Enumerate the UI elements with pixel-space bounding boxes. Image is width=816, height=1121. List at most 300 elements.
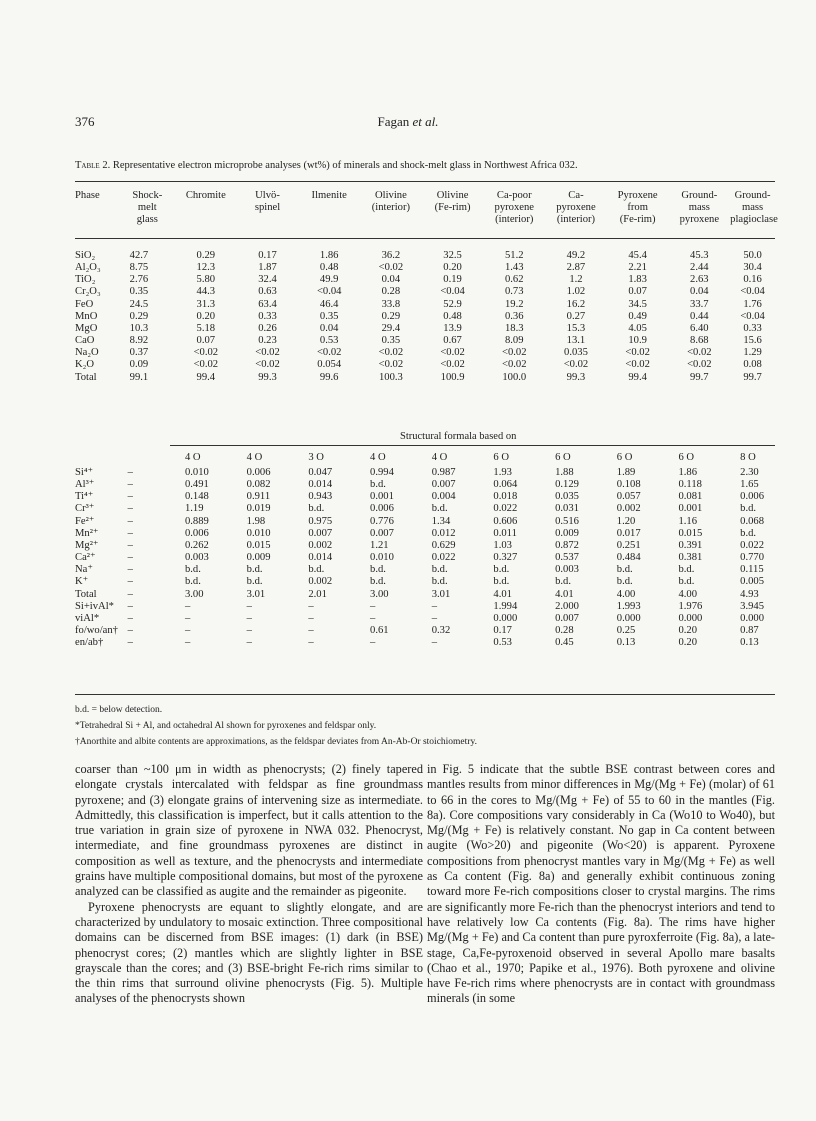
table-row xyxy=(75,637,775,649)
column-header xyxy=(360,190,422,226)
table-cell: – xyxy=(127,576,133,588)
column-header xyxy=(120,190,175,226)
table-cell: 13.9 xyxy=(443,322,462,334)
table-cell: 4.93 xyxy=(740,588,759,600)
table-cell: 1.03 xyxy=(493,539,512,551)
row-label: K⁺ xyxy=(75,576,89,588)
table-cell: 0.001 xyxy=(370,491,394,503)
row-label: en/ab† xyxy=(75,637,104,649)
column-header xyxy=(237,190,299,226)
table-cell: 0.13 xyxy=(740,637,759,649)
table-cell: 0.04 xyxy=(690,286,709,298)
column-header-line: (interior) xyxy=(556,214,596,225)
table-cell: – xyxy=(184,612,191,624)
row-label: Total xyxy=(75,588,97,600)
table-row xyxy=(75,503,775,515)
table-cell: 0.491 xyxy=(184,479,209,491)
table-cell: 49.2 xyxy=(566,250,586,261)
row-label: SiO₂ xyxy=(75,250,96,261)
table-cell: 0.004 xyxy=(431,491,456,503)
table-cell: <0.02 xyxy=(378,347,404,359)
table-cell: 0.015 xyxy=(678,527,703,539)
basis-cell: 4 O xyxy=(184,452,201,463)
row-label: Total xyxy=(75,371,97,383)
table-cell: 0.32 xyxy=(431,625,451,637)
table-cell: 3.00 xyxy=(184,588,204,600)
table-cell: 0.987 xyxy=(431,467,456,478)
table-cell: 0.118 xyxy=(678,479,702,491)
table-cell: 0.262 xyxy=(184,539,209,551)
table-cell: 29.4 xyxy=(381,322,401,334)
table-cell: 1.89 xyxy=(616,467,636,478)
table-cell: 0.010 xyxy=(246,527,271,539)
table-cell: 16.2 xyxy=(566,298,586,310)
column-header-line: Ulvö- xyxy=(255,190,280,201)
column-header-line: Pyroxene xyxy=(617,190,658,201)
column-header-line: plagioclase xyxy=(730,214,778,225)
table-column-headers xyxy=(75,190,778,226)
table-cell: 0.009 xyxy=(246,552,271,564)
table-cell: 0.022 xyxy=(431,552,456,564)
row-label: Na₂O xyxy=(75,347,99,359)
column-header-line: Ca-poor xyxy=(496,190,532,201)
table-cell: 0.064 xyxy=(493,479,518,491)
table-cell: 99.3 xyxy=(566,371,586,383)
column-header-line: Phase xyxy=(75,190,100,201)
table-cell: 0.391 xyxy=(678,539,703,551)
table-cell: – xyxy=(127,491,133,503)
column-header-line: Olivine xyxy=(375,190,407,201)
table-cell: 6.40 xyxy=(690,322,709,334)
table-cell: 0.000 xyxy=(678,612,703,624)
table-cell: – xyxy=(370,637,376,649)
table-cell: <0.02 xyxy=(502,359,527,371)
row-label: fo/wo/an† xyxy=(75,625,118,637)
table-cell: 0.29 xyxy=(129,310,149,322)
table-cell: 0.537 xyxy=(555,552,579,564)
table-cell: 0.07 xyxy=(196,335,216,347)
table-cell: 0.006 xyxy=(740,491,765,503)
running-head-author: Fagan xyxy=(377,114,413,129)
table-cell: 0.943 xyxy=(308,491,333,503)
table-cell: 0.44 xyxy=(690,310,709,322)
table-cell: 0.911 xyxy=(246,491,271,503)
table-cell: 0.975 xyxy=(308,515,333,527)
table-row xyxy=(75,274,775,286)
table-row xyxy=(75,479,775,491)
running-head-et-al: et al. xyxy=(412,114,439,129)
table-cell: b.d. xyxy=(246,564,263,576)
table-cell: <0.02 xyxy=(255,359,280,371)
table-cell: 0.13 xyxy=(616,637,636,649)
formula-table xyxy=(75,467,775,649)
table-cell: 4.01 xyxy=(493,588,512,600)
table-row xyxy=(75,311,775,323)
row-label: FeO xyxy=(75,298,94,310)
table-cell: 0.010 xyxy=(370,552,394,564)
table-cell: 0.37 xyxy=(129,347,149,359)
table-cell: 0.53 xyxy=(493,637,512,649)
table-row xyxy=(75,491,775,503)
table-cell: 0.48 xyxy=(319,262,339,274)
table-cell: 0.33 xyxy=(258,310,277,322)
column-header-line: pyroxene xyxy=(494,202,534,213)
structural-rule xyxy=(170,445,775,446)
table-cell: 0.35 xyxy=(129,286,149,298)
table-cell: 2.30 xyxy=(740,467,759,478)
table-cell: 0.67 xyxy=(443,335,462,347)
table-cell: 0.001 xyxy=(678,503,703,515)
column-header-line: pyroxene xyxy=(556,202,596,213)
table-cell: 0.047 xyxy=(308,467,333,478)
table-cell: 0.000 xyxy=(493,612,518,624)
basis-cell: 4 O xyxy=(370,452,386,463)
table-cell: – xyxy=(127,564,133,576)
column-header xyxy=(75,190,120,226)
header-rule xyxy=(75,238,775,239)
table-cell: 0.872 xyxy=(555,539,579,551)
oxygen-basis-row xyxy=(75,452,775,464)
table-cell: – xyxy=(308,637,314,649)
table-row xyxy=(75,262,775,274)
table-cell: b.d. xyxy=(616,564,633,576)
table-cell: 0.87 xyxy=(740,625,759,637)
table-cell: 3.00 xyxy=(370,588,389,600)
table-row xyxy=(75,540,775,552)
table-cell: 0.019 xyxy=(246,503,271,515)
left-column xyxy=(75,762,423,1007)
table-cell: 0.007 xyxy=(370,527,394,539)
table-cell: 0.251 xyxy=(616,539,641,551)
table-cell: – xyxy=(308,600,314,612)
column-header-line: Shock- xyxy=(132,190,163,201)
table-cell: 0.014 xyxy=(308,552,333,564)
table-cell: 1.76 xyxy=(743,298,762,310)
table-cell: 4.00 xyxy=(616,588,636,600)
table-cell: 3.01 xyxy=(246,588,266,600)
basis-cell: 4 O xyxy=(246,452,263,463)
table-cell: 51.2 xyxy=(504,250,524,261)
table-cell: 99.4 xyxy=(196,371,216,383)
column-header-line: Olivine xyxy=(436,190,469,201)
table-cell: 2.87 xyxy=(566,262,586,274)
table-cell: 50.0 xyxy=(743,250,762,261)
table-cell: 0.014 xyxy=(308,479,333,491)
table-row xyxy=(75,359,775,371)
column-header-line: Ground- xyxy=(681,190,718,201)
row-label: Si⁴⁺ xyxy=(75,467,94,478)
table-cell: b.d. xyxy=(555,576,571,588)
table-caption-text: Representative electron microprobe analyses (wt%) of minerals and shock-melt glass in Northwest Africa 032. xyxy=(110,160,578,171)
table-cell: 0.17 xyxy=(493,625,512,637)
table-cell: 0.035 xyxy=(555,491,579,503)
table-row xyxy=(75,347,775,359)
table-cell: 0.327 xyxy=(493,552,518,564)
table-cell: 1.994 xyxy=(493,600,518,612)
table-cell: 0.20 xyxy=(443,262,462,274)
table-cell: 2.000 xyxy=(555,600,579,612)
table-cell: 0.27 xyxy=(566,310,586,322)
table-cell: b.d. xyxy=(678,576,695,588)
table-cell: 0.011 xyxy=(493,527,517,539)
table-cell: 12.3 xyxy=(196,262,216,274)
table-bottom-rule xyxy=(75,694,775,695)
table-cell: 0.994 xyxy=(370,467,394,478)
row-label: K₂O xyxy=(75,359,94,371)
table-cell: 0.003 xyxy=(555,564,579,576)
table-cell: 8.09 xyxy=(504,335,524,347)
table-cell: – xyxy=(127,539,133,551)
table-cell: 2.44 xyxy=(690,262,709,274)
table-cell: b.d. xyxy=(246,576,263,588)
table-cell: – xyxy=(127,588,133,600)
table-cell: b.d. xyxy=(493,576,510,588)
table-cell: 10.3 xyxy=(129,322,149,334)
row-label: Cr₂O₃ xyxy=(75,286,101,298)
table-cell: 2.21 xyxy=(628,262,647,274)
basis-cell: 3 O xyxy=(308,452,324,463)
table-cell: 0.031 xyxy=(555,503,579,515)
table-cell: 0.148 xyxy=(184,491,209,503)
table-cell: – xyxy=(127,637,133,649)
row-label: Si+ivAl* xyxy=(75,600,114,612)
table-cell: 0.889 xyxy=(184,515,209,527)
table-row xyxy=(75,613,775,625)
table-cell: 0.776 xyxy=(370,515,394,527)
table-cell: 0.068 xyxy=(740,515,765,527)
table-row xyxy=(75,250,775,262)
table-cell: 15.3 xyxy=(566,322,586,334)
table-cell: 0.081 xyxy=(678,491,703,503)
basis-cell: 6 O xyxy=(678,452,695,463)
table-cell: 0.09 xyxy=(129,359,149,371)
oxide-table xyxy=(75,250,775,384)
table-cell: 1.34 xyxy=(431,515,451,527)
table-cell: 4.00 xyxy=(678,588,698,600)
table-cell: 1.65 xyxy=(740,479,759,491)
table-cell: 0.26 xyxy=(258,322,277,334)
table-cell: 0.33 xyxy=(743,322,762,334)
running-head xyxy=(0,114,816,130)
table-cell: 2.76 xyxy=(129,274,149,286)
column-header-line: melt xyxy=(137,202,157,213)
table-cell: <0.04 xyxy=(440,286,465,298)
table-cell: b.d. xyxy=(308,503,325,515)
table-cell: 3.945 xyxy=(740,600,765,612)
table-cell: 0.62 xyxy=(504,274,524,286)
footnote-anorthite: †Anorthite and albite contents are approximations, as the feldspar deviates from An-Ab-Or stoichiometry. xyxy=(75,737,477,747)
basis-cell: 4 O xyxy=(431,452,448,463)
table-cell: <0.02 xyxy=(440,347,465,359)
table-cell: 42.7 xyxy=(129,250,149,261)
table-caption xyxy=(75,160,775,171)
table-cell: 32.4 xyxy=(258,274,277,286)
table-cell: 1.16 xyxy=(678,515,698,527)
table-cell: 1.02 xyxy=(566,286,586,298)
table-cell: 24.5 xyxy=(129,298,149,310)
table-cell: 99.1 xyxy=(129,371,149,383)
table-row xyxy=(75,299,775,311)
table-cell: <0.04 xyxy=(740,286,765,298)
column-header xyxy=(668,190,730,226)
table-cell: 0.000 xyxy=(616,612,641,624)
table-row xyxy=(75,576,775,588)
table-cell: b.d. xyxy=(184,564,201,576)
table-cell: 0.015 xyxy=(246,539,271,551)
table-cell: 1.83 xyxy=(628,274,647,286)
table-cell: 33.7 xyxy=(690,298,709,310)
table-cell: 0.28 xyxy=(381,286,401,298)
table-cell: <0.02 xyxy=(193,359,219,371)
row-label: viAl* xyxy=(75,612,100,624)
footnote-bd: b.d. = below detection. xyxy=(75,705,163,715)
column-header-line: (interior) xyxy=(371,202,411,213)
table-cell: 4.05 xyxy=(628,322,647,334)
table-row xyxy=(75,601,775,613)
table-cell: 52.9 xyxy=(443,298,462,310)
table-cell: <0.02 xyxy=(687,359,712,371)
table-cell: b.d. xyxy=(370,479,386,491)
table-cell: 99.4 xyxy=(628,371,647,383)
table-cell: 0.035 xyxy=(564,347,588,359)
table-cell: 8.92 xyxy=(129,335,149,347)
table-cell: 99.7 xyxy=(690,371,709,383)
table-cell: – xyxy=(127,467,133,478)
paragraph: in Fig. 5 indicate that the subtle BSE contrast between cores and mantles results from minor differences in Mg/(Mg + Fe) (molar) of 61 to 66 in the cores to Mg/(Mg + Fe) of 55 to 60 in the mantles (Fig. 8a). Core compositions vary considerably in Ca (Wo10 to Wo40), but Mg/(Mg + Fe) is relatively constant. No gap in Ca content between augite (Wo>20) and pigeonite (Wo<20) is apparent. Pyroxene compositions from phenocryst mantles vary in Mg/(Mg + Fe) as well as Ca content (Fig. 8a) and generally exhibit continuous zoning toward more Fe-rich compositions closer to crystal margins. The rims are significantly more Fe-rich than the phenocryst interiors and tend to have relatively low Ca contents (Fig. 8a). The rims have higher Mg/(Mg + Fe) and Ca content than pure pyroxferroite (Fig. 8a), a late-stage, Ca,Fe-pyroxenoid observed in several Apollo mare basalts (Chao et al., 1970; Papike et al., 1976). Both pyroxene and olivine have Fe-rich rims where phenocrysts are in contact with groundmass minerals (in some xyxy=(427,762,775,1006)
basis-cell: 6 O xyxy=(493,452,510,463)
column-header-line: mass xyxy=(688,202,710,213)
table-cell: 0.19 xyxy=(443,274,462,286)
table-cell: 13.1 xyxy=(566,335,586,347)
table-cell: 0.770 xyxy=(740,552,765,564)
table-cell: b.d. xyxy=(308,564,325,576)
column-header-line: spinel xyxy=(254,202,281,213)
basis-cell: 8 O xyxy=(740,452,756,463)
right-column xyxy=(427,762,775,1007)
table-cell: 4.01 xyxy=(555,588,574,600)
table-cell: b.d. xyxy=(370,576,386,588)
table-cell: 1.86 xyxy=(678,467,698,478)
column-header-line: Ca- xyxy=(568,190,584,201)
basis-row xyxy=(75,452,775,464)
table-cell: 0.20 xyxy=(196,310,216,322)
table-cell: 0.018 xyxy=(493,491,518,503)
table-cell: 63.4 xyxy=(258,298,277,310)
column-header xyxy=(298,190,360,226)
column-header-line: mass xyxy=(741,202,764,213)
table-cell: 0.007 xyxy=(431,479,456,491)
column-header-line: (Fe-rim) xyxy=(434,202,471,213)
table-cell: 0.012 xyxy=(431,527,456,539)
table-cell: 31.3 xyxy=(196,298,216,310)
table-cell: <0.02 xyxy=(316,347,342,359)
table-cell: 5.80 xyxy=(196,274,216,286)
table-cell: – xyxy=(127,552,133,564)
table-cell: 34.5 xyxy=(628,298,647,310)
table-cell: 0.006 xyxy=(184,527,209,539)
table-cell: <0.02 xyxy=(378,359,404,371)
table-cell: 0.16 xyxy=(743,274,762,286)
page-number: 376 xyxy=(75,114,95,129)
table-cell: 0.48 xyxy=(443,310,462,322)
table-cell: 1.43 xyxy=(504,262,524,274)
row-label: CaO xyxy=(75,335,95,347)
table-cell: 0.63 xyxy=(258,286,277,298)
table-cell: 0.629 xyxy=(431,539,456,551)
table-cell: 99.3 xyxy=(258,371,277,383)
table-cell: – xyxy=(246,612,252,624)
footnote-tetrahedral: *Tetrahedral Si + Al, and octahedral Al shown for pyroxenes and feldspar only. xyxy=(75,721,377,731)
table-cell: 19.2 xyxy=(504,298,524,310)
table-row xyxy=(75,372,775,384)
header-row xyxy=(75,190,775,226)
table-cell: – xyxy=(127,625,133,637)
table-cell: 32.5 xyxy=(443,250,462,261)
table-cell: <0.02 xyxy=(625,347,650,359)
table-cell: b.d. xyxy=(740,503,757,515)
column-header-line: Chromite xyxy=(185,190,226,201)
table-cell: 0.53 xyxy=(319,335,339,347)
table-cell: 1.19 xyxy=(184,503,204,515)
table-cell: 0.516 xyxy=(555,515,579,527)
basis-cell: 6 O xyxy=(616,452,633,463)
table-cell: 0.054 xyxy=(317,359,342,371)
table-row xyxy=(75,528,775,540)
table-cell: 36.2 xyxy=(381,250,401,261)
table-cell: 0.007 xyxy=(308,527,333,539)
table-cell: 0.057 xyxy=(616,491,641,503)
table-cell: – xyxy=(127,503,133,515)
table-cell: <0.04 xyxy=(740,310,765,322)
table-row xyxy=(75,335,775,347)
table-cell: <0.02 xyxy=(255,347,280,359)
table-cell: – xyxy=(246,625,252,637)
table-cell: 8.68 xyxy=(690,335,709,347)
basis-cell xyxy=(120,452,175,464)
table-cell: 0.002 xyxy=(616,503,641,515)
table-cell: – xyxy=(308,612,314,624)
row-label: Fe²⁺ xyxy=(75,515,95,527)
table-cell: 44.3 xyxy=(196,286,216,298)
table-cell: <0.02 xyxy=(378,262,404,274)
table-cell: 0.022 xyxy=(493,503,518,515)
table-cell: b.d. xyxy=(370,564,386,576)
row-label: Mg²⁺ xyxy=(75,539,99,551)
table-cell: 0.009 xyxy=(555,527,579,539)
table-cell: 0.003 xyxy=(184,552,209,564)
table-cell: 0.35 xyxy=(381,335,401,347)
table-cell: <0.04 xyxy=(316,286,342,298)
table-cell: 0.08 xyxy=(743,359,762,371)
table-cell: 2.01 xyxy=(308,588,327,600)
table-cell: <0.02 xyxy=(440,359,465,371)
column-header xyxy=(175,190,237,226)
table-cell: 0.04 xyxy=(319,322,339,334)
table-cell: – xyxy=(431,600,438,612)
row-label: MgO xyxy=(75,322,98,334)
row-label: MnO xyxy=(75,310,98,322)
table-cell: 49.9 xyxy=(319,274,339,286)
column-header-line: (Fe-rim) xyxy=(619,214,656,225)
table-cell: 0.04 xyxy=(381,274,401,286)
table-cell: b.d. xyxy=(740,527,757,539)
table-cell: 0.28 xyxy=(555,625,574,637)
table-cell: <0.02 xyxy=(625,359,650,371)
table-cell: 0.07 xyxy=(628,286,647,298)
table-cell: 3.01 xyxy=(431,588,451,600)
column-header-line: from xyxy=(627,202,648,213)
table-cell: 100.9 xyxy=(440,371,465,383)
